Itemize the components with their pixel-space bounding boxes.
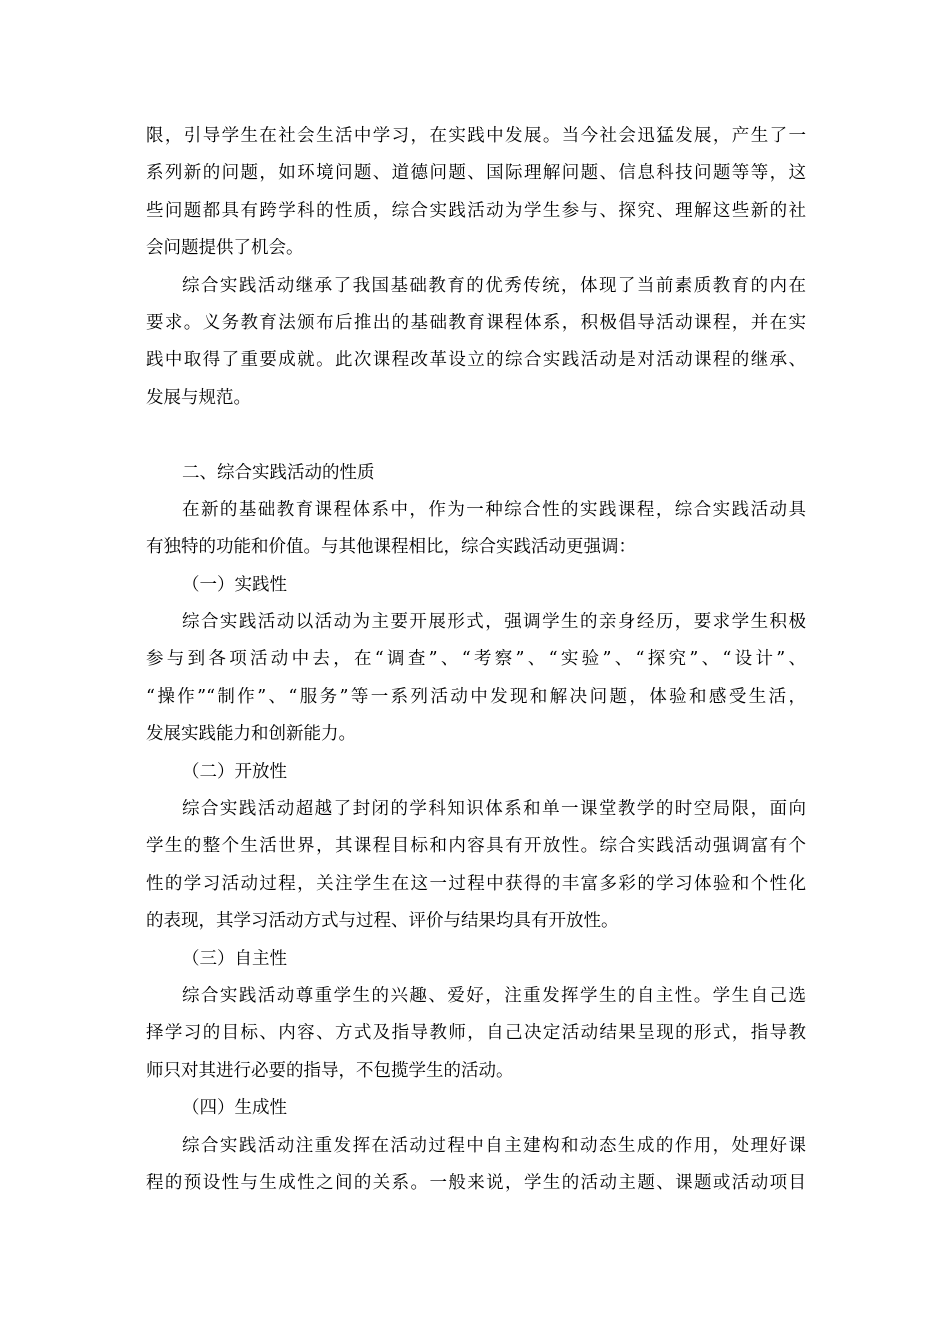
subsection-heading: （一）实践性 [182, 574, 287, 595]
text-line: 要求。义务教育法颁布后推出的基础教育课程体系，积极倡导活动课程，并在实 [146, 312, 806, 333]
text-line: 有独特的功能和价值。与其他课程相比，综合实践活动更强调： [146, 537, 636, 558]
text-line: 发展实践能力和创新能力。 [146, 724, 356, 745]
text-line: 限，引导学生在社会生活中学习，在实践中发展。当今社会迅猛发展，产生了一 [146, 126, 806, 146]
subsection-heading: （三）自主性 [182, 948, 287, 969]
text-line: 会问题提供了机会。 [146, 238, 304, 259]
paragraph [146, 1128, 806, 1203]
text-line: 参与到各项活动中去，在“调查”、“考察”、“实验”、“探究”、“设计”、 [146, 649, 806, 670]
paragraph [146, 791, 806, 941]
text-line: 综合实践活动以活动为主要开展形式，强调学生的亲身经历，要求学生积极 [182, 612, 806, 633]
text-line: 综合实践活动继承了我国基础教育的优秀传统，体现了当前素质教育的内在 [182, 275, 806, 296]
section-heading: 二、综合实践活动的性质 [182, 462, 375, 483]
text-line: 择学习的目标、内容、方式及指导教师，自己决定活动结果呈现的形式，指导教 [146, 1023, 806, 1044]
paragraph [146, 268, 806, 418]
text-line: 践中取得了重要成就。此次课程改革设立的综合实践活动是对活动课程的继承、 [146, 350, 806, 371]
text-line: 些问题都具有跨学科的性质，综合实践活动为学生参与、探究、理解这些新的社 [146, 200, 806, 221]
text-line: 发展与规范。 [146, 387, 251, 408]
text-line: 的表现，其学习活动方式与过程、评价与结果均具有开放性。 [146, 911, 619, 932]
text-line: “操作”“制作”、“服务”等一系列活动中发现和解决问题，体验和感受生活， [146, 686, 806, 707]
paragraph [146, 604, 806, 754]
text-line: 性的学习活动过程，关注学生在这一过程中获得的丰富多彩的学习体验和个性化 [146, 873, 806, 894]
document-page [146, 118, 806, 1202]
text-line: 在新的基础教育课程体系中，作为一种综合性的实践课程，综合实践活动具 [182, 499, 806, 520]
text-line: 师只对其进行必要的指导，不包揽学生的活动。 [146, 1060, 514, 1081]
paragraph [146, 978, 806, 1090]
subsection-heading: （四）生成性 [182, 1098, 287, 1119]
subsection-heading: （二）开放性 [182, 761, 287, 782]
text-line: 综合实践活动超越了封闭的学科知识体系和单一课堂教学的时空局限，面向 [182, 799, 806, 820]
paragraph [146, 492, 806, 567]
text-line: 综合实践活动尊重学生的兴趣、爱好，注重发挥学生的自主性。学生自己选 [182, 985, 806, 1006]
text-line: 综合实践活动注重发挥在活动过程中自主建构和动态生成的作用，处理好课 [182, 1135, 806, 1156]
text-line: 程的预设性与生成性之间的关系。一般来说，学生的活动主题、课题或活动项目 [146, 1172, 806, 1193]
paragraph [146, 118, 806, 268]
text-line: 学生的整个生活世界，其课程目标和内容具有开放性。综合实践活动强调富有个 [146, 836, 806, 857]
text-line: 系列新的问题，如环境问题、道德问题、国际理解问题、信息科技问题等等，这 [146, 163, 806, 184]
blank-line [146, 417, 806, 454]
